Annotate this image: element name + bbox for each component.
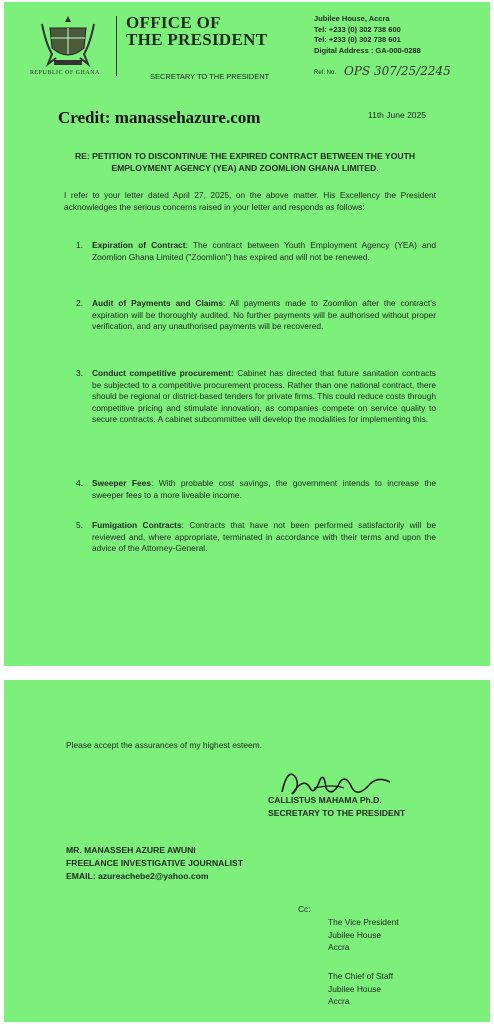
item-number: 4. <box>76 478 83 488</box>
cc-line: The Vice President <box>328 917 399 927</box>
item-title: Conduct competitive procurement: <box>92 368 234 378</box>
list-item <box>64 368 436 426</box>
office-title-line1: OFFICE OF <box>126 13 221 32</box>
list-item <box>64 240 436 263</box>
address-line: Tel: +233 (0) 302 738 600 <box>314 24 401 34</box>
cc-line: Accra <box>328 996 350 1006</box>
cc-line: Accra <box>328 942 350 952</box>
cc-line: Jubilee House <box>328 929 382 940</box>
signatory-title: SECRETARY TO THE PRESIDENT <box>268 808 406 818</box>
recipient-line: EMAIL: azureachebe2@yahoo.com <box>66 871 209 881</box>
cc-line: Jubilee House <box>328 983 382 994</box>
item-text: : Contracts that have not been performed satisfactorily will be reviewed and, where appropriate, terminated in accordance with their terms and upon the advice of the Attorney-General. <box>92 520 437 554</box>
ref-label: Ref. No. <box>314 70 337 76</box>
signatory-block <box>268 794 405 820</box>
closing-line: Please accept the assurances of my highest esteem. <box>66 740 262 750</box>
item-number: 5. <box>76 520 83 530</box>
item-title: Sweeper Fees <box>92 478 151 488</box>
office-title-line2: THE PRESIDENT <box>126 30 268 49</box>
item-text: Cabinet has directed that future sanitation contracts be subjected to a competitive procurement process. Rather than one national contract, there should be regional or district-based tenders for private firms. This could reduce costs through competitive pricing and stimulate innovation, as companies compete on service quality to secure contracts. A cabinet subcommittee will develop the modalities for implementing this. <box>92 368 436 425</box>
secretary-label: SECRETARY TO THE PRESIDENT <box>150 72 270 81</box>
letter-subject: RE: PETITION TO DISCONTINUE THE EXPIRED CONTRACT BETWEEN THE YOUTH EMPLOYMENT AGENCY (YEA) AND ZOOMLION GHANA LIMITED. <box>74 151 416 173</box>
republic-label: REPUBLIC OF GHANA <box>30 70 100 76</box>
item-text: : With probable cost savings, the government intends to increase the sweeper fees to a more liveable income. <box>92 478 436 500</box>
recipient-block <box>66 844 243 883</box>
ref-number: OPS 307/25/2245 <box>344 64 451 78</box>
office-title <box>126 14 267 48</box>
letter-date: 11th June 2025 <box>368 110 426 120</box>
address-line: Jubilee House, Accra <box>314 14 390 23</box>
cc-recipient <box>328 916 399 954</box>
cc-line: The Chief of Staff <box>328 971 394 981</box>
cc-label: Cc: <box>298 904 311 914</box>
item-number: 2. <box>76 298 83 308</box>
item-number: 3. <box>76 368 83 378</box>
signatory-name: CALLISTUS MAHAMA Ph.D. <box>268 795 382 805</box>
header-divider <box>116 16 117 76</box>
item-number: 1. <box>76 240 83 250</box>
item-text: : All payments made to Zoomlion after the contract's expiration will be thoroughly audited. No further payments will be authorised without proper verification, and any unauthorised payments will be recovered. <box>92 298 437 332</box>
letter-page-1 <box>4 2 490 666</box>
list-item <box>64 520 436 555</box>
recipient-line: MR. MANASSEH AZURE AWUNI <box>66 845 196 855</box>
item-text: : The contract between Youth Employment Agency (YEA) and Zoomlion Ghana Limited ("Zoomlion") has expired and will not be renewed. <box>92 240 436 262</box>
credit-watermark: Credit: manassehazure.com <box>58 108 261 127</box>
coat-of-arms-icon <box>40 14 96 68</box>
address-line: Tel: +233 (0) 302 738 601 <box>314 35 401 44</box>
intro-paragraph: I refer to your letter dated April 27, 2025, on the above matter. His Excellency the President acknowledges the serious concerns raised in your letter and responds as follows: <box>64 190 436 212</box>
address-block <box>314 14 421 56</box>
item-title: Fumigation Contracts <box>92 520 182 530</box>
list-item <box>64 478 436 501</box>
item-title: Audit of Payments and Claims <box>92 298 223 308</box>
item-title: Expiration of Contract <box>92 240 186 250</box>
list-item <box>64 298 436 333</box>
cc-recipient <box>328 970 393 1008</box>
address-line: Digital Address : GA-000-0288 <box>314 45 421 55</box>
recipient-line: FREELANCE INVESTIGATIVE JOURNALIST <box>66 858 243 868</box>
